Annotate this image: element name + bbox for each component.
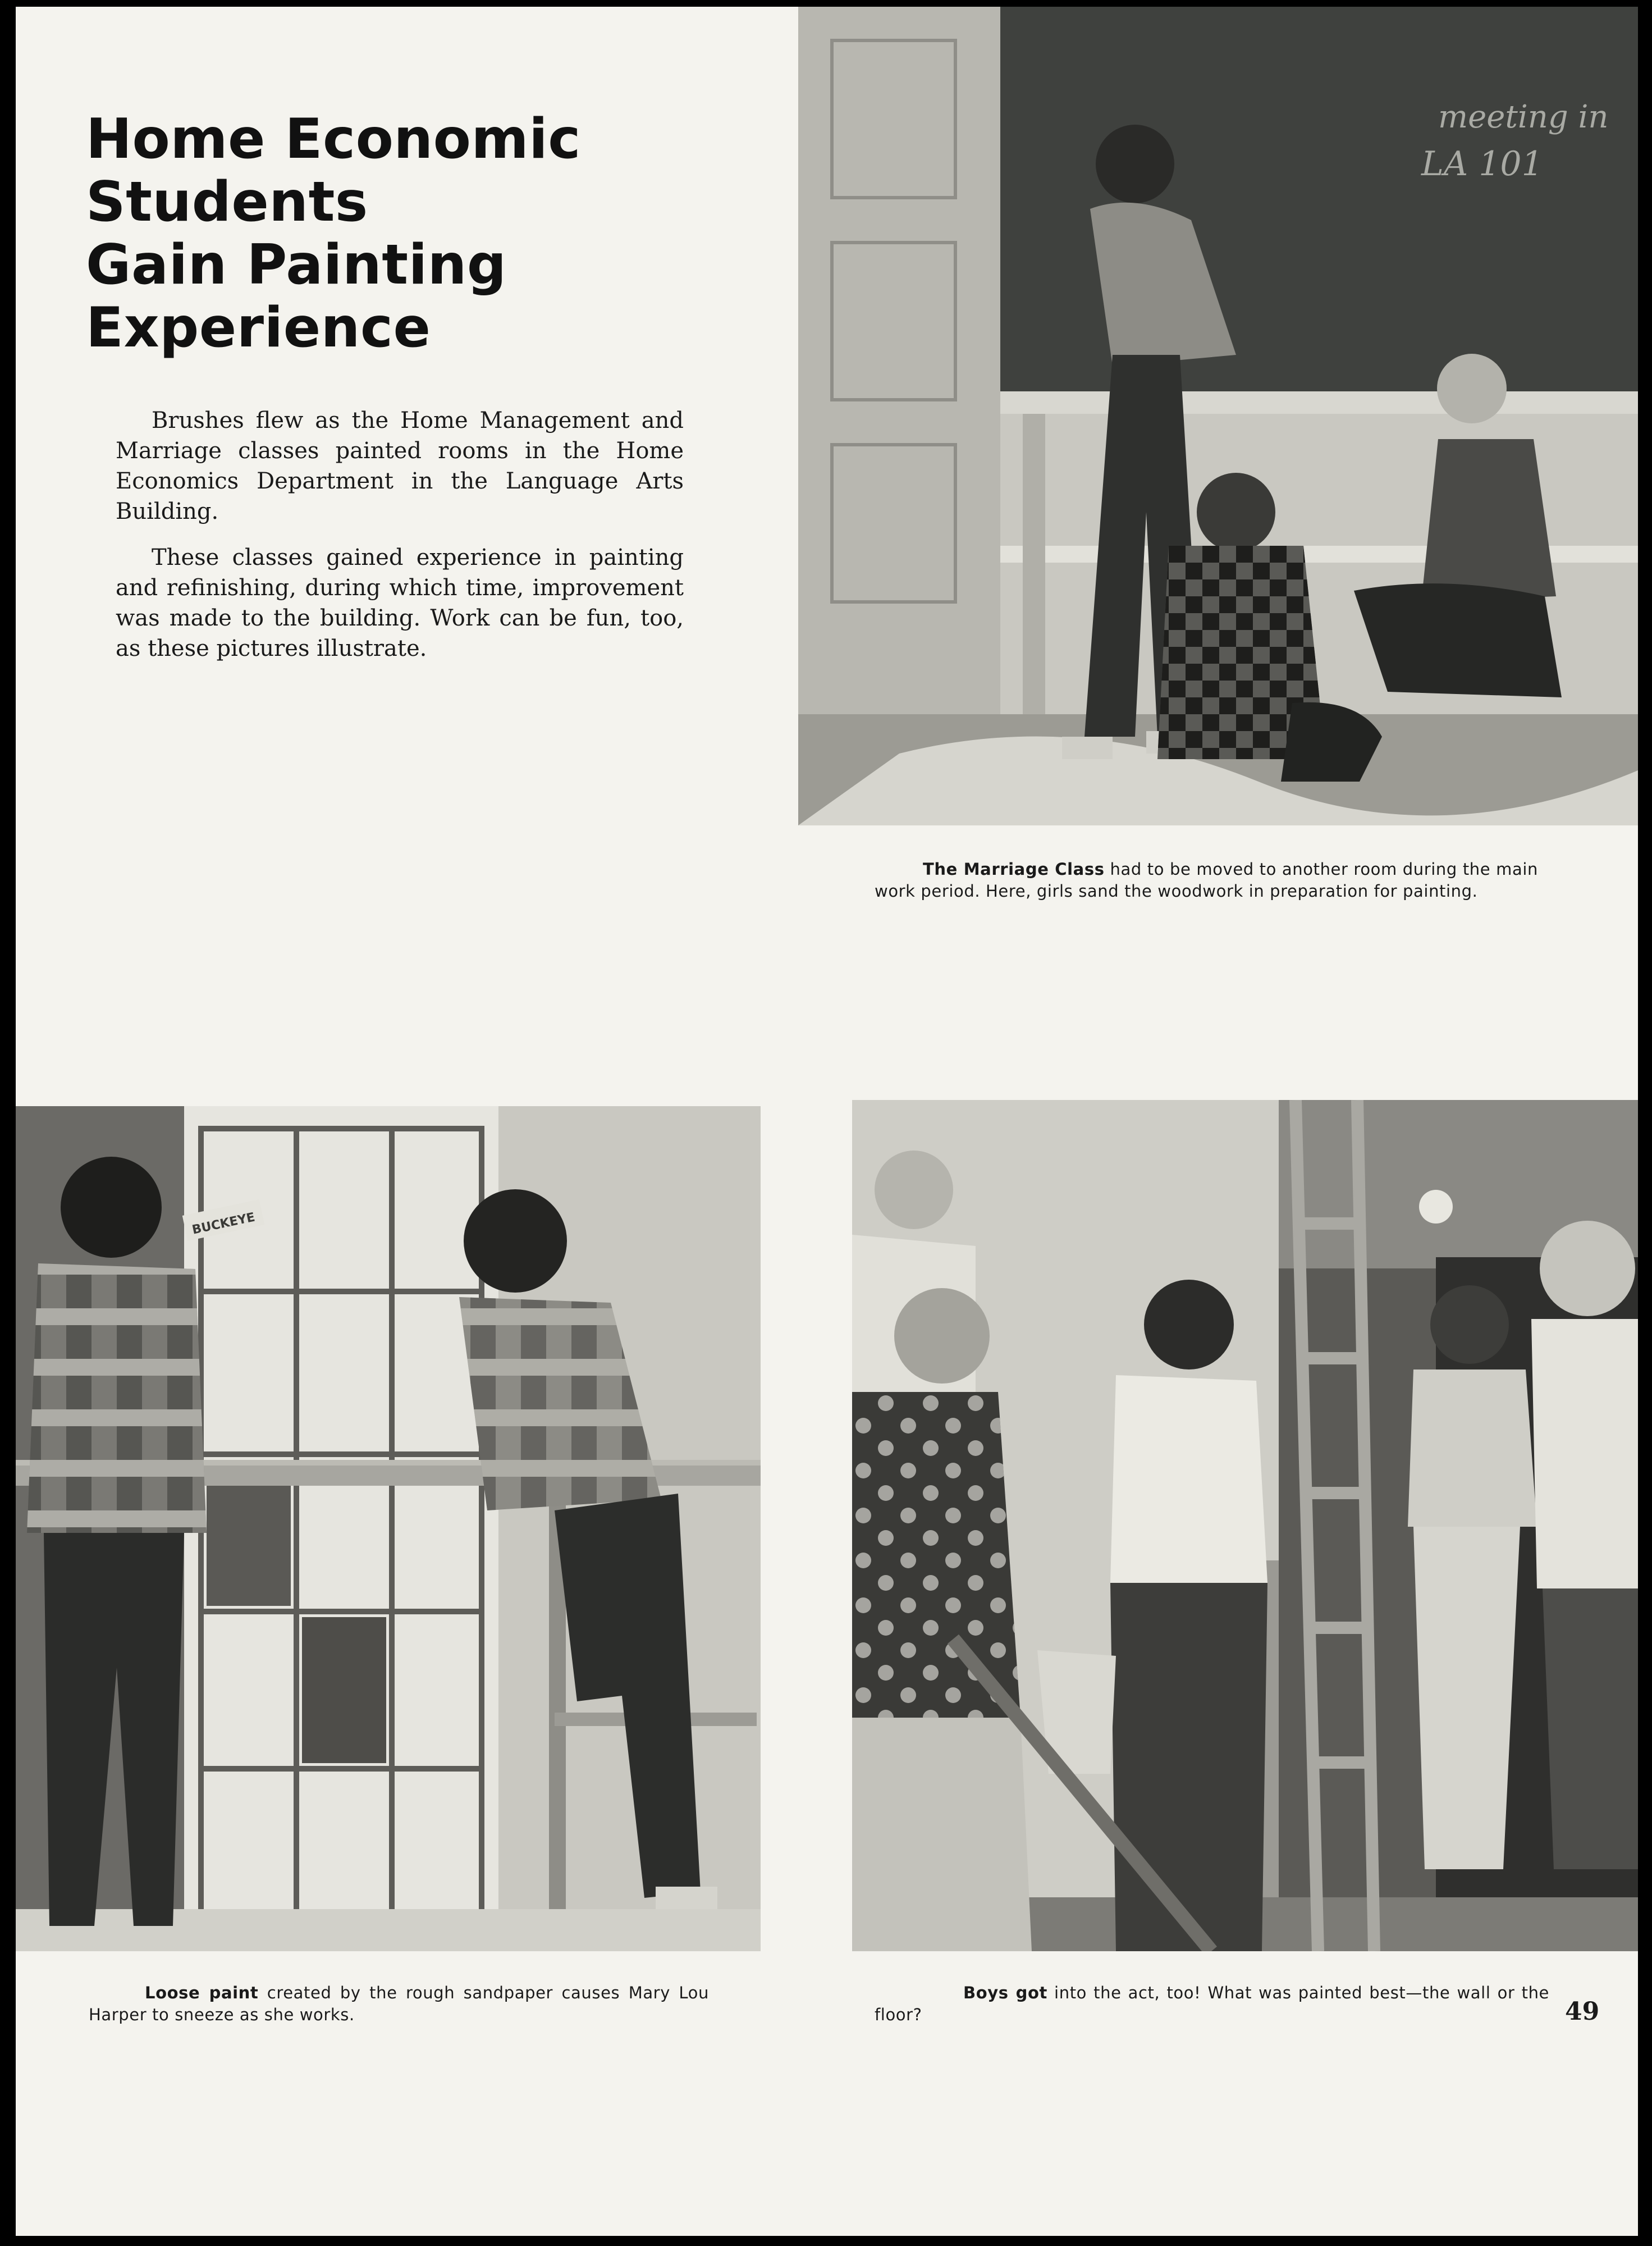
caption-text: had to be moved to another room during the main work period. Here, girls sand the woodwork in preparation for painting.	[875, 860, 1538, 901]
intro-paragraph: Brushes flew as the Home Management and Marriage classes painted rooms in the Home Economics Department in the Language Arts Building.	[116, 408, 684, 524]
sign-text: BUCKEYE	[191, 1210, 257, 1238]
caption-lead: The Marriage Class	[923, 860, 1105, 879]
photo-loose-paint-image	[16, 1106, 761, 1951]
yearbook-page	[16, 7, 1638, 2236]
intro-text	[116, 405, 684, 679]
photo-loose-paint	[16, 1106, 761, 1951]
chalkboard-writing-line-2: LA 101	[1421, 144, 1543, 184]
photo-loose-paint-caption	[89, 1982, 709, 2026]
page-title-line-2: Gain Painting Experience	[86, 233, 507, 360]
caption-lead: Loose paint	[145, 1983, 259, 2002]
caption-text: created by the rough sandpaper causes Mary Lou Harper to sneeze as she works.	[89, 1983, 709, 2024]
caption-lead: Boys got	[963, 1983, 1047, 2002]
chalkboard-writing-line-1: meeting in	[1438, 99, 1609, 135]
page-number: 49	[1565, 1997, 1600, 2026]
intro-paragraph: These classes gained experience in painting and refinishing, during which time, improvement was made to the building. Work can be fun, too, as these pictures illustrate.	[116, 545, 684, 661]
photo-marriage-class-image	[798, 7, 1638, 825]
page-title-line-1: Home Economic Students	[86, 107, 581, 234]
page-title	[86, 108, 759, 359]
caption-text: into the act, too! What was painted best—the wall or the floor?	[875, 1983, 1549, 2024]
photo-boys-painting	[852, 1100, 1638, 1951]
photo-boys-painting-caption	[875, 1982, 1549, 2026]
photo-marriage-class-caption	[875, 859, 1538, 902]
photo-boys-painting-image	[852, 1100, 1638, 1951]
photo-marriage-class	[798, 7, 1638, 825]
